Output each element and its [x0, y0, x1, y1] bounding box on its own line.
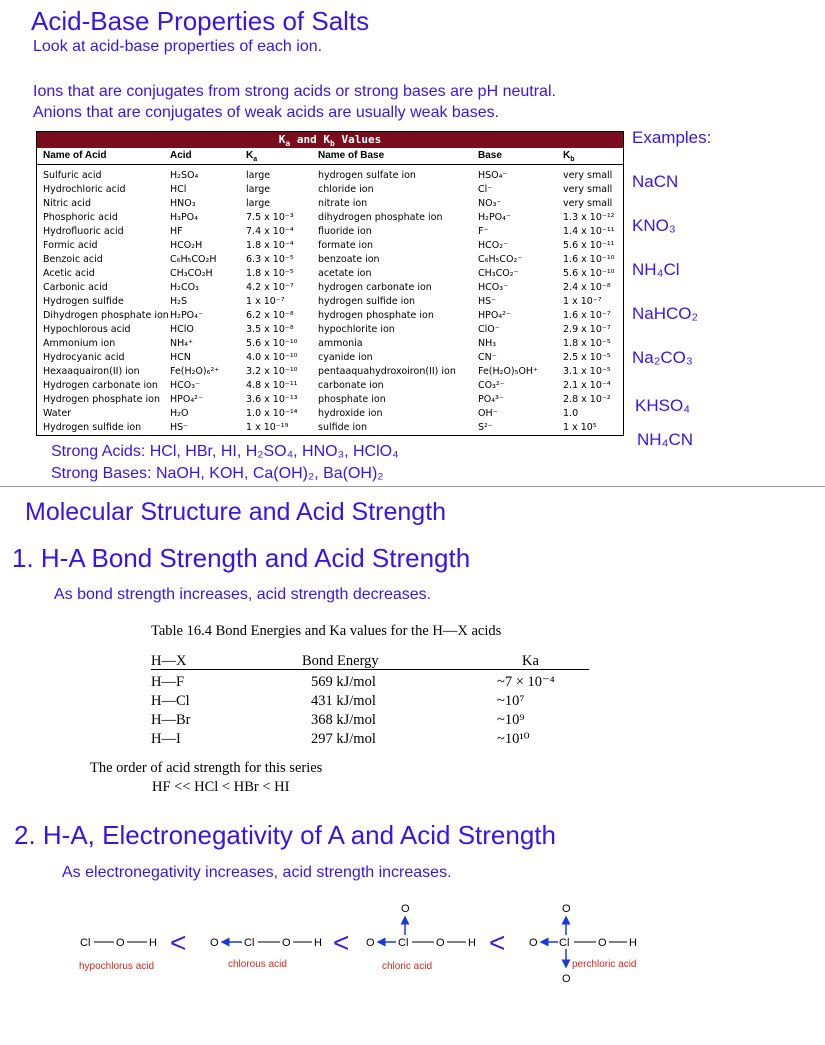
table-row-energy: 431 kJ/mol [311, 693, 376, 709]
cell-acid-name: Hexaaquairon(II) ion [43, 366, 140, 377]
atom-cl: Cl [559, 937, 570, 949]
table-row [37, 351, 623, 365]
cell-base-name: chloride ion [318, 184, 374, 195]
cell-base-name: hydrogen phosphate ion [318, 310, 434, 321]
table-row [37, 309, 623, 323]
section1-blurb: As bond strength increases, acid strength decreases. [54, 586, 432, 603]
cell-acid-name: Ammonium ion [43, 338, 116, 349]
less-than-symbol: < [170, 927, 187, 958]
example-item: NaHCO₂ [632, 304, 699, 323]
less-than-symbol: < [333, 927, 350, 958]
section2-blurb: As electronegativity increases, acid strength increases. [62, 864, 452, 881]
table-row-hx: H—Br [151, 712, 191, 728]
atom-o: O [562, 973, 571, 985]
cell-acid: H₃PO₄ [170, 212, 198, 223]
cell-kb: 1 x 10⁵ [563, 422, 597, 433]
cell-acid: HCl [170, 184, 187, 195]
atom-cl: Cl [398, 937, 409, 949]
cell-ka: 1.0 x 10⁻¹⁴ [246, 408, 298, 419]
cell-acid-name: Carbonic acid [43, 282, 108, 293]
cell-acid-name: Hydrogen carbonate ion [43, 380, 158, 391]
cell-base: CN⁻ [478, 352, 497, 363]
col-kb: $K_b$ [563, 150, 575, 163]
atom-h: H [468, 937, 476, 949]
table-row-hx: H—F [151, 674, 185, 690]
cell-ka: 7.5 x 10⁻³ [246, 212, 294, 223]
examples-label: Examples: [632, 128, 712, 147]
cell-base-name: formate ion [318, 240, 374, 251]
cell-ka: 6.2 x 10⁻⁸ [246, 310, 294, 321]
table-row [37, 421, 623, 435]
order-text: The order of acid strength for this series [90, 760, 323, 776]
cell-base: HPO₄²⁻ [478, 310, 511, 321]
atom-o: O [116, 937, 125, 949]
section2-heading: 2. H-A, Electronegativity of A and Acid Strength [14, 820, 556, 850]
cell-acid: Fe(H₂O)₆²⁺ [170, 366, 220, 377]
table-row [37, 211, 623, 225]
cell-base: S²⁻ [478, 422, 493, 433]
atom-o: O [598, 937, 607, 949]
cell-kb: 1.6 x 10⁻⁷ [563, 310, 611, 321]
cell-acid: HPO₄²⁻ [170, 394, 203, 405]
cell-acid-name: Phosphoric acid [43, 212, 118, 223]
atom-h: H [314, 937, 322, 949]
cell-acid-name: Dihydrogen phosphate ion [43, 310, 169, 321]
cell-base-name: hydrogen sulfate ion [318, 170, 416, 181]
cell-acid: H₂PO₄⁻ [170, 310, 203, 321]
cell-base: OH⁻ [478, 408, 498, 419]
atom-o: O [401, 903, 410, 915]
cell-acid-name: Hydrogen sulfide [43, 296, 124, 307]
table-row [37, 197, 623, 211]
cell-base: HCO₂⁻ [478, 240, 509, 251]
cell-base-name: phosphate ion [318, 394, 386, 405]
structure-name: chloric acid [382, 961, 433, 972]
table-row-ka: ~10⁷ [497, 693, 525, 709]
table-row [37, 267, 623, 281]
cell-acid-name: Water [43, 408, 72, 419]
example-item: Na₂CO₃ [632, 348, 693, 367]
cell-base: HSO₄⁻ [478, 170, 508, 181]
cell-base: Cl⁻ [478, 184, 493, 195]
example-item: NH₄Cl [632, 260, 680, 279]
table-caption: Table 16.4 Bond Energies and Ka values for the H—X acids [151, 623, 502, 639]
chlorous-acid-structure [210, 937, 322, 970]
col-base-name: Name of Base [318, 150, 385, 161]
cell-ka: large [246, 184, 271, 195]
cell-base-name: benzoate ion [318, 254, 380, 265]
cell-base-name: pentaaquahydroxoiron(II) ion [318, 366, 456, 377]
section1-heading: 1. H-A Bond Strength and Acid Strength [12, 543, 471, 573]
cell-base: Fe(H₂O)₅OH⁺ [478, 366, 539, 377]
cell-base-name: sulfide ion [318, 422, 367, 433]
cell-ka: 7.4 x 10⁻⁴ [246, 226, 294, 237]
atom-o: O [436, 937, 445, 949]
cell-base: ClO⁻ [478, 324, 500, 335]
cell-kb: 1.0 [563, 408, 579, 419]
cell-acid-name: Hydrochloric acid [43, 184, 126, 195]
example-item: KNO₃ [632, 216, 676, 235]
atom-o: O [529, 937, 538, 949]
less-than-symbol: < [489, 927, 506, 958]
cell-kb: 2.1 x 10⁻⁴ [563, 380, 611, 391]
cell-base: H₂PO₄⁻ [478, 212, 511, 223]
cell-acid-name: Hypochlorous acid [43, 324, 131, 335]
atom-o: O [282, 937, 291, 949]
ka-kb-table [36, 131, 624, 436]
cell-kb: very small [563, 198, 613, 209]
cell-ka: 4.8 x 10⁻¹¹ [246, 380, 298, 391]
table-row [37, 323, 623, 337]
cell-base: C₆H₅CO₂⁻ [478, 254, 523, 265]
table-row-ka: ~10⁹ [497, 712, 525, 728]
intro-line-2: Anions that are conjugates of weak acids are usually weak bases. [33, 104, 500, 121]
cell-acid-name: Sulfuric acid [43, 170, 102, 181]
example-item: NaCN [632, 172, 679, 191]
cell-acid: HCO₂H [170, 240, 203, 251]
table-row [37, 393, 623, 407]
col-base: Base [478, 150, 502, 161]
cell-base-name: dihydrogen phosphate ion [318, 212, 443, 223]
cell-kb: 2.8 x 10⁻² [563, 394, 611, 405]
subtitle: Look at acid-base properties of each ion. [33, 38, 323, 55]
structure-name: chlorous acid [228, 959, 287, 970]
cell-base-name: nitrate ion [318, 198, 368, 209]
cell-base: HCO₃⁻ [478, 282, 509, 293]
cell-ka: 3.6 x 10⁻¹³ [246, 394, 298, 405]
cell-ka: 6.3 x 10⁻⁵ [246, 254, 294, 265]
cell-acid: HF [170, 226, 183, 237]
cell-base: NH₃ [478, 338, 497, 349]
atom-h: H [629, 937, 637, 949]
cell-acid: HNO₃ [170, 198, 196, 209]
cell-base-name: acetate ion [318, 268, 372, 279]
cell-ka: 4.2 x 10⁻⁷ [246, 282, 294, 293]
cell-base: HS⁻ [478, 296, 497, 307]
table-row [37, 379, 623, 393]
table-row [37, 183, 623, 197]
chloric-acid-structure [366, 903, 476, 972]
cell-ka: 3.2 x 10⁻¹⁰ [246, 366, 298, 377]
structure-name: hypochlorus acid [79, 961, 155, 972]
cell-ka: large [246, 198, 271, 209]
cell-acid: HS⁻ [170, 422, 189, 433]
table-rule [151, 669, 589, 670]
cell-acid: C₆H₅CO₂H [170, 254, 217, 265]
strong-bases: Strong Bases: NaOH, KOH, Ca(OH)₂, Ba(OH)₂ [51, 465, 384, 482]
atom-h: H [149, 937, 157, 949]
table-row-ka: ~7 × 10⁻⁴ [497, 674, 555, 690]
cell-kb: 5.6 x 10⁻¹⁰ [563, 268, 615, 279]
cell-acid: HClO [170, 324, 194, 335]
cell-acid: NH₄⁺ [170, 338, 194, 349]
cell-acid: CH₃CO₂H [170, 268, 213, 279]
atom-cl: Cl [244, 937, 255, 949]
col-bond-energy: Bond Energy [302, 653, 379, 669]
cell-kb: 1.8 x 10⁻⁵ [563, 338, 611, 349]
cell-base: CH₃CO₂⁻ [478, 268, 519, 279]
cell-base-name: ammonia [318, 338, 363, 349]
cell-ka: large [246, 170, 271, 181]
cell-acid-name: Hydrofluoric acid [43, 226, 124, 237]
atom-o: O [210, 937, 219, 949]
cell-kb: 1.3 x 10⁻¹² [563, 212, 615, 223]
cell-acid-name: Hydrogen sulfide ion [43, 422, 142, 433]
cell-kb: very small [563, 170, 613, 181]
example-item: NH₄CN [637, 430, 694, 449]
col-acid: Acid [170, 150, 192, 161]
cell-kb: 1.4 x 10⁻¹¹ [563, 226, 615, 237]
cell-acid-name: Hydrogen phosphate ion [43, 394, 160, 405]
ka-kb-table-header [37, 148, 623, 165]
table-row [37, 365, 623, 379]
cell-acid: H₂S [170, 296, 187, 307]
table-row [37, 337, 623, 351]
example-item: KHSO₄ [635, 396, 691, 415]
cell-acid-name: Formic acid [43, 240, 98, 251]
cell-ka: 5.6 x 10⁻¹⁰ [246, 338, 298, 349]
cell-acid: H₂O [170, 408, 189, 419]
table-row-energy: 297 kJ/mol [311, 731, 376, 747]
cell-ka: 1.8 x 10⁻⁵ [246, 268, 294, 279]
cell-kb: 2.9 x 10⁻⁷ [563, 324, 611, 335]
cell-acid-name: Benzoic acid [43, 254, 103, 265]
oxyacid-structures [0, 885, 825, 995]
cell-base-name: hydroxide ion [318, 408, 383, 419]
cell-base-name: carbonate ion [318, 380, 384, 391]
hypochlorous-acid-structure [79, 937, 157, 972]
cell-base: F⁻ [478, 226, 489, 237]
cell-ka: 1 x 10⁻¹⁹ [246, 422, 289, 433]
atom-o: O [562, 903, 571, 915]
cell-acid-name: Acetic acid [43, 268, 95, 279]
cell-base-name: hydrogen carbonate ion [318, 282, 432, 293]
cell-acid: HCN [170, 352, 191, 363]
ka-kb-table-title: $K_a$ and $K_b$ Values [37, 132, 623, 148]
cell-ka: 1.8 x 10⁻⁴ [246, 240, 294, 251]
cell-acid-name: Nitric acid [43, 198, 91, 209]
cell-base-name: hydrogen sulfide ion [318, 296, 416, 307]
cell-acid: H₂SO₄ [170, 170, 199, 181]
table-row [37, 169, 623, 183]
atom-cl: Cl [80, 937, 91, 949]
cell-kb: very small [563, 184, 613, 195]
table-row-energy: 569 kJ/mol [311, 674, 376, 690]
cell-base: CO₃²⁻ [478, 380, 505, 391]
cell-ka: 4.0 x 10⁻¹⁰ [246, 352, 298, 363]
table-row-hx: H—I [151, 731, 181, 747]
cell-acid: H₂CO₃ [170, 282, 199, 293]
cell-kb: 3.1 x 10⁻⁵ [563, 366, 611, 377]
cell-kb: 1 x 10⁻⁷ [563, 296, 602, 307]
table-row [37, 281, 623, 295]
page-title: Acid-Base Properties of Salts [31, 6, 370, 36]
cell-ka: 3.5 x 10⁻⁸ [246, 324, 294, 335]
table-row-energy: 368 kJ/mol [311, 712, 376, 728]
col-ka: $K_a$ [246, 150, 258, 163]
perchloric-acid-structure [529, 903, 637, 985]
cell-base-name: fluoride ion [318, 226, 372, 237]
table-row [37, 239, 623, 253]
cell-kb: 2.5 x 10⁻⁵ [563, 352, 611, 363]
cell-acid-name: Hydrocyanic acid [43, 352, 125, 363]
table-row-ka: ~10¹⁰ [497, 731, 530, 747]
table-row [37, 295, 623, 309]
cell-acid: HCO₃⁻ [170, 380, 201, 391]
col-ka: Ka [522, 653, 539, 669]
cell-kb: 2.4 x 10⁻⁸ [563, 282, 611, 293]
strong-acids: Strong Acids: HCl, HBr, HI, H₂SO₄, HNO₃, HClO₄ [51, 443, 399, 460]
cell-base: NO₃⁻ [478, 198, 502, 209]
cell-kb: 5.6 x 10⁻¹¹ [563, 240, 615, 251]
table-row [37, 225, 623, 239]
cell-ka: 1 x 10⁻⁷ [246, 296, 285, 307]
cell-base-name: cyanide ion [318, 352, 373, 363]
col-acid-name: Name of Acid [43, 150, 107, 161]
cell-base-name: hypochlorite ion [318, 324, 395, 335]
atom-o: O [366, 937, 375, 949]
table-row-hx: H—Cl [151, 693, 190, 709]
section-divider [0, 486, 825, 487]
cell-kb: 1.6 x 10⁻¹⁰ [563, 254, 615, 265]
structure-name: perchloric acid [572, 959, 637, 970]
section-main-heading: Molecular Structure and Acid Strength [25, 498, 447, 526]
order-series: HF << HCl < HBr < HI [152, 779, 290, 795]
cell-base: PO₄³⁻ [478, 394, 504, 405]
col-hx: H—X [151, 653, 187, 669]
table-row [37, 253, 623, 267]
intro-line-1: Ions that are conjugates from strong acids or strong bases are pH neutral. [33, 83, 556, 100]
table-row [37, 407, 623, 421]
